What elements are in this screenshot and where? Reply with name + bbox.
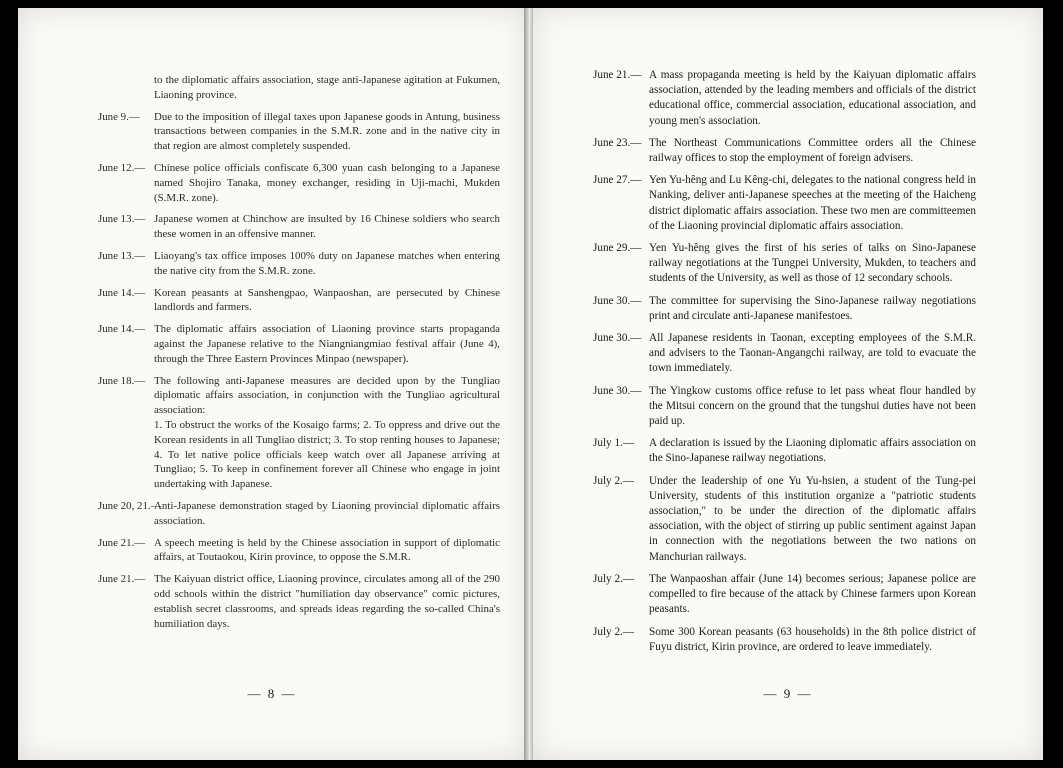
entry-date: June 9.—	[98, 110, 140, 123]
chronology-entry	[98, 322, 500, 366]
entry-text: Under the leadership of one Yu Yu-hsien, a student of the Tung-pei University, students of this institution organize a "patriotic students association," to be under the direction of the diplomatic affairs association, with the object of stirring up public sentiment against Japan in connection with the negotiations between the two nations on Manchurian railways.	[649, 474, 976, 563]
entry-text: The diplomatic affairs association of Liaoning province starts propaganda against the Japanese relative to the Niangniangmiao festival affair (June 4), through the Three Eastern Provinces Minpao (newspaper).	[154, 323, 500, 365]
chronology-entry	[593, 436, 976, 466]
entry-text: A speech meeting is held by the Chinese association in support of diplomatic affairs, at Toutaokou, Kirin province, to oppose the S.M.R.	[154, 536, 500, 564]
entry-date: June 12.—	[98, 161, 146, 174]
entry-date: June 18.—	[98, 374, 146, 387]
entry-date: June 23.—	[593, 136, 642, 149]
chronology-entry	[98, 161, 500, 205]
entry-date: June 30.—	[593, 384, 642, 397]
chronology-entry	[593, 384, 976, 430]
page-number: — 9 —	[763, 686, 813, 701]
entry-text: Some 300 Korean peasants (63 households) in the 8th police district of Fuyu district, Kirin province, are ordered to leave immediately.	[649, 625, 976, 653]
entry-text: The Wanpaoshan affair (June 14) becomes serious; Japanese police are compelled to fire because of the attack by Chinese farmers upon Korean peasants.	[649, 572, 976, 616]
entry-date: June 13.—	[98, 249, 146, 262]
left-entry-list	[98, 73, 500, 638]
chronology-entry	[593, 68, 976, 129]
entry-date: June 30.—	[593, 332, 642, 345]
entry-text: The following anti-Japanese measures are decided upon by the Tungliao diplomatic affairs association, in conjunction with the Tungliao agricultural association:	[154, 374, 500, 417]
entry-text: Japanese women at Chinchow are insulted by 16 Chinese soldiers who search these women in an offensive manner.	[154, 213, 500, 241]
entry-text: All Japanese residents in Taonan, excepting employees of the S.M.R. and advisers to the Taonan-Angangchi railway, are told to evacuate the town immediately.	[649, 332, 976, 375]
entry-text: to the diplomatic affairs association, stage anti-Japanese agitation at Fukumen, Liaoning province.	[154, 74, 500, 101]
entry-text: Korean peasants at Sanshengpao, Wanpaoshan, are persecuted by Chinese landlords and farmers.	[154, 286, 500, 314]
entry-text: The Northeast Communications Committee orders all the Chinese railway offices to stop the employment of foreign advisers.	[649, 136, 976, 165]
chronology-entry	[98, 572, 500, 631]
chronology-entry	[98, 286, 500, 316]
entry-date: July 2.—	[593, 474, 635, 487]
entry-text: A mass propaganda meeting is held by the Kaiyuan diplomatic affairs association, attended by the leading members and officials of the district educational office, commercial association, educational association, and young men's association.	[649, 69, 976, 127]
chronology-entry	[98, 536, 500, 566]
chronology-entry	[98, 249, 500, 279]
entry-text: The Kaiyuan district office, Liaoning province, circulates among all of the 290 odd schools within the district "humiliation day observance" comic pictures, establish secret classrooms, and spreads ideas regarding the so-called China's humiliation days.	[154, 573, 500, 630]
right-page	[533, 8, 1043, 760]
chronology-entry	[593, 173, 976, 234]
chronology-entry	[98, 499, 500, 529]
chronology-entry	[98, 374, 500, 492]
chronology-entry	[593, 241, 976, 287]
right-entry-list	[593, 68, 976, 662]
left-page	[18, 8, 526, 760]
chronology-entry	[593, 625, 976, 655]
entry-date: June 20, 21.—	[98, 499, 162, 512]
entry-text: Yen Yu-hêng gives the first of his series of talks on Sino-Japanese railway negotiations at the Tungpei University, Mukden, to teachers and students of the University, as well as those of 12 secondary schools.	[649, 242, 976, 285]
entry-date: July 2.—	[593, 572, 635, 585]
entry-text: Anti-Japanese demonstration staged by Liaoning provincial diplomatic affairs association.	[154, 499, 500, 527]
entry-date: June 13.—	[98, 213, 146, 226]
page-number: — 8 —	[247, 686, 297, 701]
entry-text: Liaoyang's tax office imposes 100% duty on Japanese matches when entering the native city from the S.M.R. zone.	[154, 249, 500, 277]
chronology-entry	[98, 110, 500, 154]
entry-measures-list: 1. To obstruct the works of the Kosaigo farms; 2. To oppress and drive out the Korean residents in all Tungliao district; 3. To stop renting houses to Japanese; 4. To let native police officials keep watch over all Japanese arriving at Tungliao; 5. To keep in confinement forever all Chinese who engage in joint undertaking with Japanese.	[154, 418, 500, 491]
entry-date: June 21.—	[98, 536, 146, 549]
chronology-entry	[593, 294, 976, 324]
chronology-entry	[593, 572, 976, 618]
entry-date: June 30.—	[593, 294, 642, 307]
entry-date: July 2.—	[593, 625, 635, 638]
entry-date: June 21.—	[98, 573, 146, 586]
entry-date: June 14.—	[98, 286, 146, 299]
chronology-entry	[593, 136, 976, 166]
entry-text: Yen Yu-hêng and Lu Kêng-chi, delegates to the national congress held in Nanking, deliver anti-Japanese speeches at the meeting of the Haicheng district diplomatic affairs association. These two men are committeemen of the Liaoning provincial diplomatic affairs association.	[649, 174, 976, 232]
continuation-entry	[98, 73, 500, 103]
entry-text: The Yingkow customs office refuse to let pass wheat flour handled by the Mitsui concern on the ground that the tungshui duties have not been paid up.	[649, 384, 976, 428]
entry-date: June 27.—	[593, 174, 642, 187]
entry-date: June 29.—	[593, 242, 642, 255]
entry-date: June 14.—	[98, 323, 146, 336]
entry-date: June 21.—	[593, 69, 642, 81]
entry-date: July 1.—	[593, 437, 635, 450]
chronology-entry	[593, 474, 976, 565]
chronology-entry	[593, 331, 976, 377]
entry-text: Due to the imposition of illegal taxes upon Japanese goods in Antung, business transactions between companies in the S.M.R. zone and in the native city in that region are almost completely suspended.	[154, 110, 500, 153]
entry-text: Chinese police officials confiscate 6,300 yuan cash belonging to a Japanese named Shojiro Tanaka, money exchanger, residing in Uji-machi, Mukden (S.M.R. zone).	[154, 161, 500, 204]
entry-text: A declaration is issued by the Liaoning diplomatic affairs association on the Sino-Japanese railway negotiations.	[649, 437, 976, 465]
entry-text: The committee for supervising the Sino-Japanese railway negotiations print and circulate anti-Japanese manifestoes.	[649, 294, 976, 322]
chronology-entry	[98, 212, 500, 242]
